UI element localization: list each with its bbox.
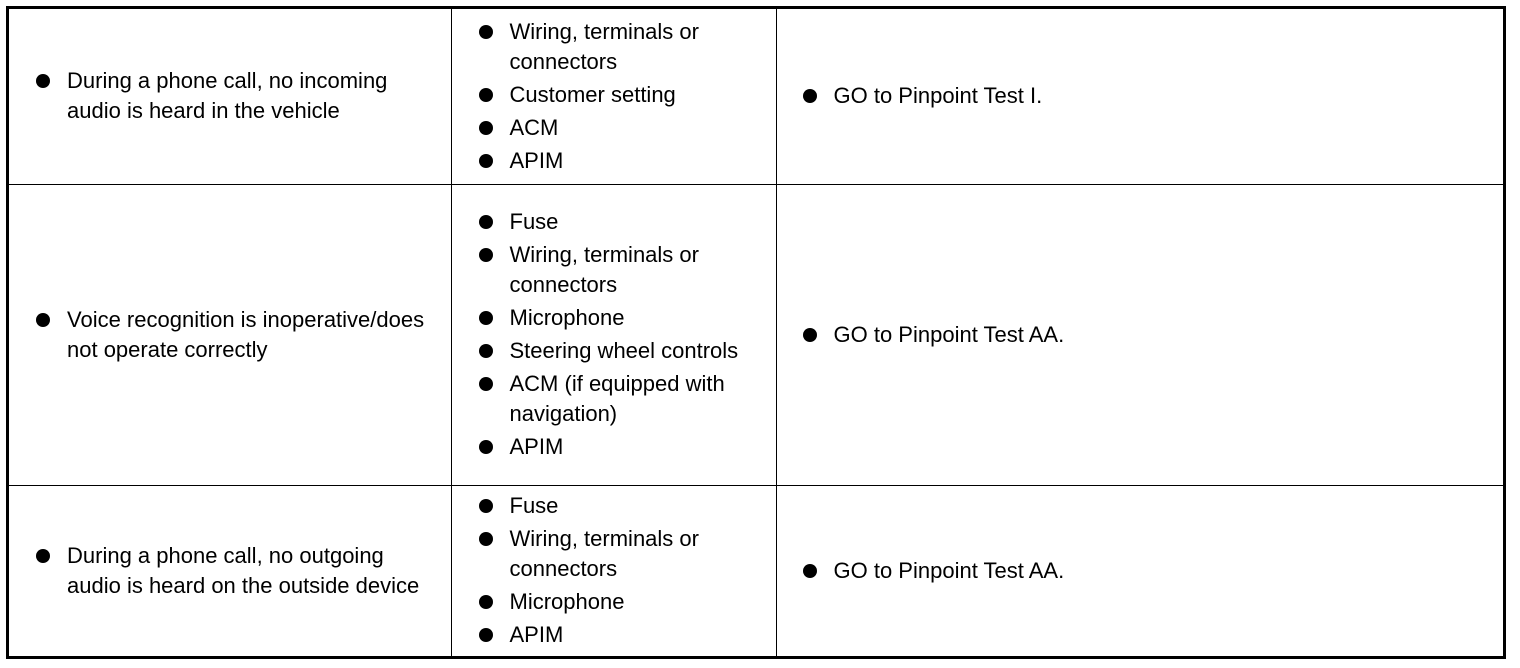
list-item: [452, 113, 776, 143]
list-item: [452, 17, 776, 77]
list-item: [452, 303, 776, 333]
symptom-cell: [9, 184, 451, 485]
cause-text: Fuse: [509, 493, 559, 519]
bullet-icon: [479, 628, 493, 642]
symptom-text: During a phone call, no outgoing audio is heard on the outside device: [67, 542, 420, 598]
list-item: [9, 66, 451, 126]
list-item: [452, 432, 776, 462]
bullet-icon: [479, 311, 493, 325]
bullet-icon: [36, 313, 50, 327]
bullet-icon: [479, 499, 493, 513]
cause-text: Microphone: [509, 305, 625, 330]
action-text: GO to Pinpoint Test I.: [833, 83, 1043, 109]
cause-text: Fuse: [509, 209, 559, 234]
cause-text: Microphone: [509, 589, 625, 615]
bullet-icon: [479, 532, 493, 546]
cause-text: ACM: [509, 114, 559, 140]
cause-text: Wiring, terminals or connectors: [509, 242, 699, 297]
list-item: [9, 305, 451, 365]
cause-text: ACM (if equipped with navigation): [509, 371, 725, 426]
action-cell: [776, 485, 1503, 656]
action-text: GO to Pinpoint Test AA.: [833, 321, 1065, 347]
bullet-icon: [36, 74, 50, 88]
list-item: [452, 369, 776, 429]
possible-source-cell: [451, 9, 776, 184]
bullet-icon: [479, 25, 493, 39]
table-row: [9, 9, 1503, 184]
bullet-icon: [803, 564, 817, 578]
list-item: [777, 81, 1504, 111]
bullet-icon: [479, 440, 493, 454]
bullet-icon: [479, 595, 493, 609]
list-item: [452, 524, 776, 584]
action-cell: [776, 9, 1503, 184]
symptom-text: Voice recognition is inoperative/does not operate correctly: [67, 306, 425, 362]
table-row: [9, 184, 1503, 485]
list-item: [452, 80, 776, 110]
cause-text: Wiring, terminals or connectors: [509, 18, 699, 74]
cause-text: APIM: [509, 434, 564, 459]
bullet-icon: [36, 549, 50, 563]
symptom-cell: [9, 485, 451, 656]
bullet-icon: [479, 215, 493, 229]
list-item: [777, 320, 1504, 350]
bullet-icon: [479, 377, 493, 391]
bullet-icon: [803, 89, 817, 103]
bullet-icon: [479, 154, 493, 168]
list-item: [452, 146, 776, 176]
bullet-icon: [479, 121, 493, 135]
list-item: [452, 207, 776, 237]
cause-text: Customer setting: [509, 81, 676, 107]
cause-text: Wiring, terminals or connectors: [509, 526, 699, 582]
list-item: [452, 491, 776, 521]
bullet-icon: [479, 344, 493, 358]
cause-text: APIM: [509, 622, 564, 648]
list-item: [9, 541, 451, 601]
cause-text: Steering wheel controls: [509, 338, 739, 363]
bullet-icon: [803, 328, 817, 342]
list-item: [452, 587, 776, 617]
list-item: [452, 620, 776, 650]
possible-source-cell: [451, 184, 776, 485]
bullet-icon: [479, 88, 493, 102]
symptom-text: During a phone call, no incoming audio is heard in the vehicle: [67, 68, 388, 124]
possible-source-cell: [451, 485, 776, 656]
action-text: GO to Pinpoint Test AA.: [833, 557, 1065, 583]
symptom-chart-table-frame: [6, 6, 1506, 659]
list-item: [452, 336, 776, 366]
list-item: [452, 240, 776, 300]
cause-text: APIM: [509, 147, 564, 173]
symptom-chart-table: [9, 9, 1503, 656]
list-item: [777, 556, 1504, 586]
symptom-cell: [9, 9, 451, 184]
table-row: [9, 485, 1503, 656]
bullet-icon: [479, 248, 493, 262]
action-cell: [776, 184, 1503, 485]
